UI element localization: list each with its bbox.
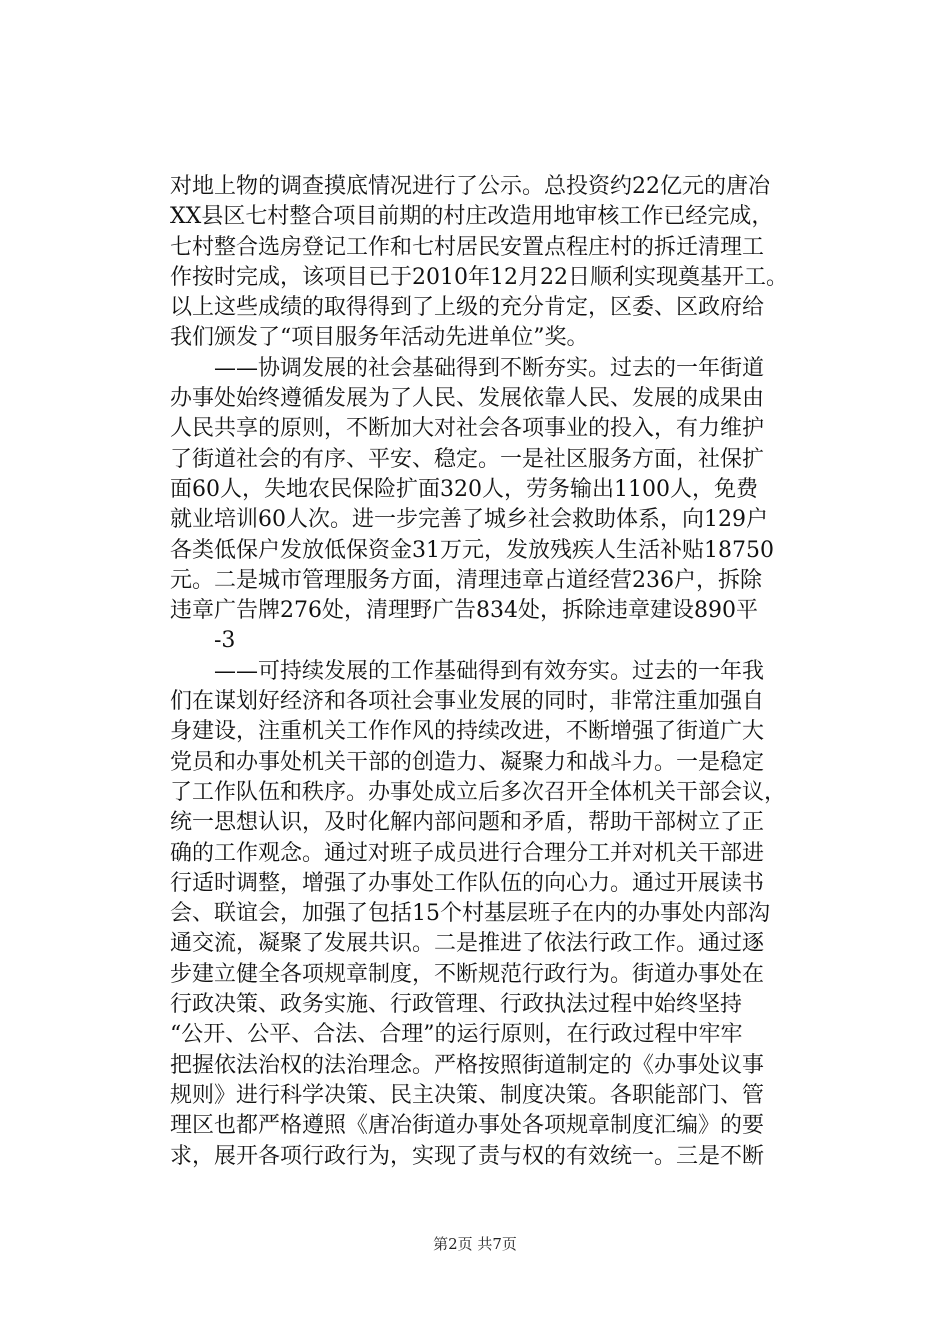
text-line: 以上这些成绩的取得得到了上级的充分肯定，区委、区政府给 xyxy=(170,295,765,321)
text-line: 违章广告牌276处，清理野广告834处，拆除违章建设890平 xyxy=(170,598,758,624)
text-line: 会、联谊会，加强了包括15个村基层班子在内的办事处内部沟 xyxy=(170,901,770,927)
text-line: ——协调发展的社会基础得到不断夯实。过去的一年街道 xyxy=(214,355,765,381)
text-line: 办事处始终遵循发展为了人民、发展依靠人民、发展的成果由 xyxy=(170,386,765,412)
text-line: ——可持续发展的工作基础得到有效夯实。过去的一年我 xyxy=(214,658,765,684)
text-line: 作按时完成，该项目已于2010年12月22日顺利实现奠基开工。 xyxy=(170,264,788,290)
text-line: 就业培训60人次。进一步完善了城乡社会救助体系，向129户 xyxy=(170,507,768,533)
text-line: 身建设，注重机关工作作风的持续改进，不断增强了街道广大 xyxy=(170,719,765,745)
text-line: 七村整合选房登记工作和七村居民安置点程庄村的拆迁清理工 xyxy=(170,234,765,260)
text-line: 我们颁发了“项目服务年活动先进单位”奖。 xyxy=(170,325,589,351)
text-line: 党员和办事处机关干部的创造力、凝聚力和战斗力。一是稳定 xyxy=(170,749,765,775)
text-line: 规则》进行科学决策、民主决策、制度决策。各职能部门、管 xyxy=(170,1082,765,1108)
paragraph-3 xyxy=(170,657,870,1172)
text-line: 人民共享的原则，不断加大对社会各项事业的投入，有力维护 xyxy=(170,416,765,442)
text-line: 通交流，凝聚了发展共识。二是推进了依法行政工作。通过逐 xyxy=(170,931,765,957)
text-line: 元。二是城市管理服务方面，清理违章占道经营236户，拆除 xyxy=(170,567,762,593)
page-marker: -3 xyxy=(214,628,236,654)
text-line: 行政决策、政务实施、行政管理、行政执法过程中始终坚持 xyxy=(170,992,743,1018)
text-line: 各类低保户发放低保资金31万元，发放残疾人生活补贴18750 xyxy=(170,537,774,563)
text-line: 面60人，失地农民保险扩面320人，劳务输出1100人，免费 xyxy=(170,476,758,502)
text-line: 对地上物的调查摸底情况进行了公示。总投资约22亿元的唐冶 xyxy=(170,174,770,199)
text-line: “公开、公平、合法、合理”的运行原则，在行政过程中牢牢 xyxy=(170,1022,743,1048)
text-line: 行适时调整，增强了办事处工作队伍的向心力。通过开展读书 xyxy=(170,870,765,896)
text-line: 把握依法治权的法治理念。严格按照街道制定的《办事处议事 xyxy=(170,1052,765,1078)
text-line: 理区也都严格遵照《唐冶街道办事处各项规章制度汇编》的要 xyxy=(170,1113,765,1139)
text-line: 求，展开各项行政行为，实现了责与权的有效统一。三是不断 xyxy=(170,1143,765,1169)
paragraph-2 xyxy=(170,354,870,627)
text-line: 们在谋划好经济和各项社会事业发展的同时，非常注重加强自 xyxy=(170,689,765,715)
text-line: 步建立健全各项规章制度，不断规范行政行为。街道办事处在 xyxy=(170,961,765,987)
page-footer: 第2页 共7页 xyxy=(433,1235,517,1253)
text-line: 了工作队伍和秩序。办事处成立后多次召开全体机关干部会议， xyxy=(170,779,787,805)
text-line: 确的工作观念。通过对班子成员进行合理分工并对机关干部进 xyxy=(170,840,765,866)
text-line: 了街道社会的有序、平安、稳定。一是社区服务方面，社保扩 xyxy=(170,446,765,472)
text-line: XX县区七村整合项目前期的村庄改造用地审核工作已经完成， xyxy=(170,204,774,230)
paragraph-1 xyxy=(170,172,870,354)
text-line: 统一思想认识，及时化解内部问题和矛盾，帮助干部树立了正 xyxy=(170,810,765,836)
document-body xyxy=(170,172,870,1172)
